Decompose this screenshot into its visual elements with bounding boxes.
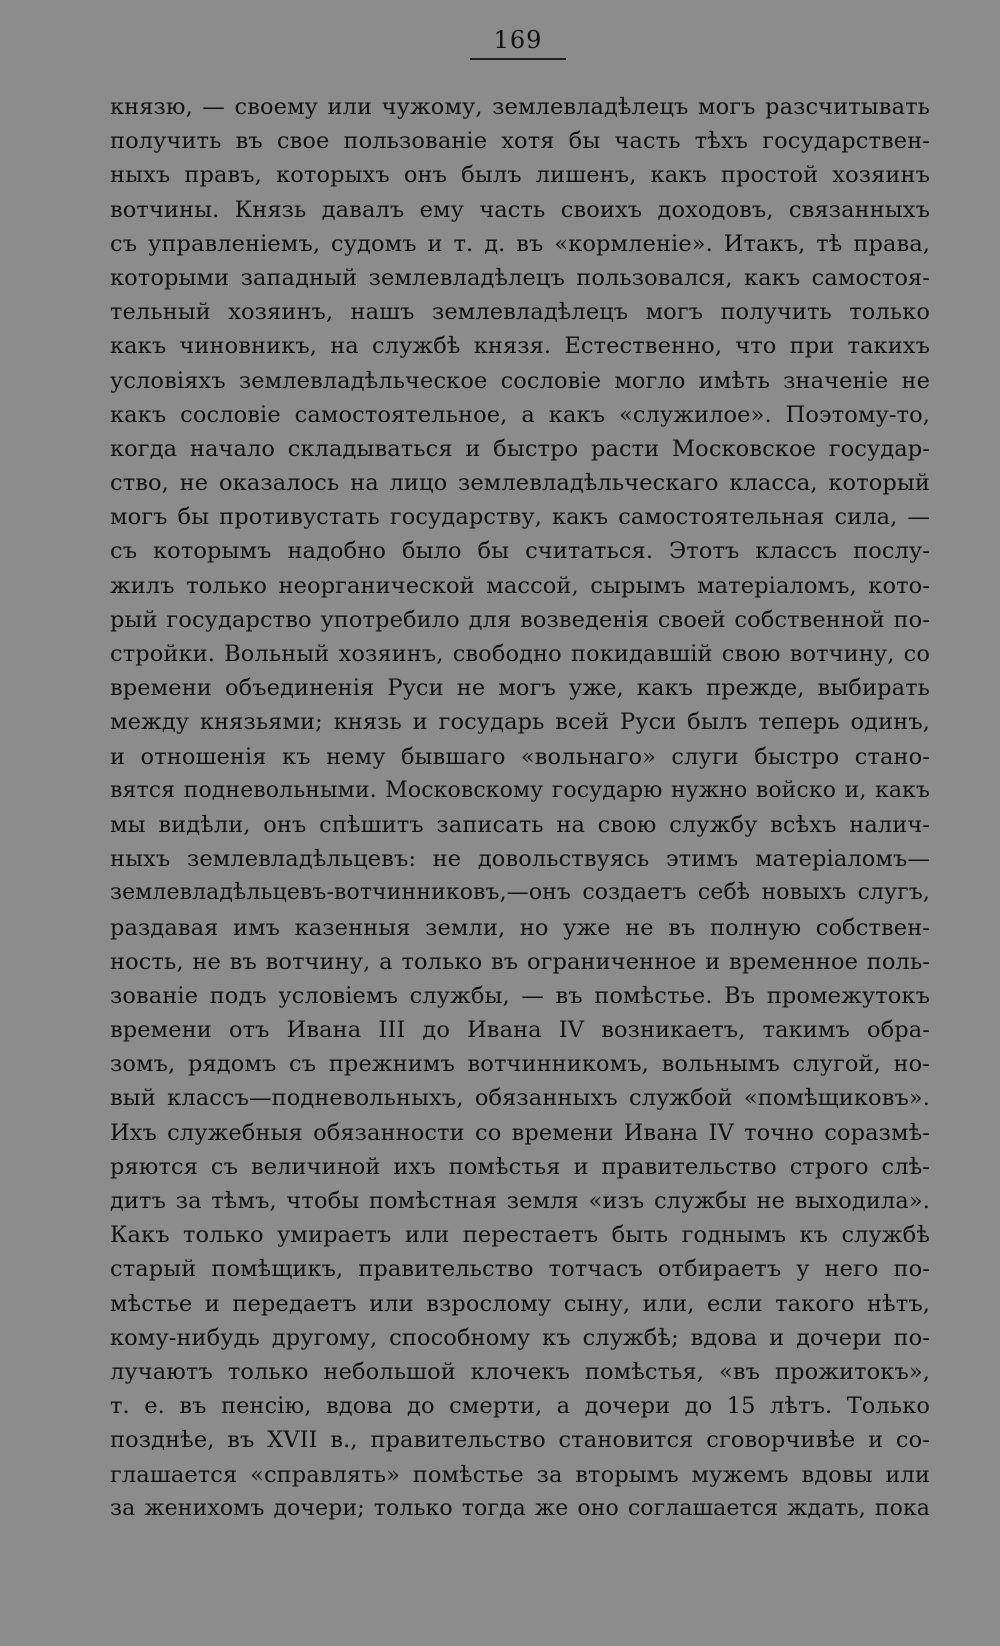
- text-line: мѣстье и передаетъ или взрослому сыну, или, если такого нѣтъ,: [110, 1290, 930, 1317]
- text-line: которыми западный землевладѣлецъ пользовался, какъ самостоя-: [110, 264, 930, 291]
- text-line: ство, не оказалось на лицо землевладѣльческаго класса, который: [110, 470, 930, 497]
- text-line: съ управленіемъ, судомъ и т. д. въ «кормленіе». Итакъ, тѣ права,: [110, 230, 930, 257]
- text-line: ность, не въ вотчину, а только въ ограниченное и временное поль-: [110, 948, 930, 975]
- text-line: получить въ свое пользованіе хотя бы часть тѣхъ государствен-: [110, 128, 930, 155]
- text-line: мы видѣли, онъ спѣшитъ записать на свою службу всѣхъ налич-: [110, 811, 930, 838]
- text-line: раздавая имъ казенныя земли, но уже не въ полную собствен-: [110, 914, 930, 941]
- text-line: Ихъ служебныя обязанности со времени Ивана IV точно соразмѣ-: [110, 1119, 930, 1146]
- text-line: позднѣе, въ XVII в., правительство становится сговорчивѣе и со-: [110, 1427, 930, 1454]
- text-line: съ которымъ надобно было бы считаться. Этотъ классъ послу-: [110, 538, 930, 565]
- text-line: могъ бы противустать государству, какъ самостоятельная сила, —: [110, 504, 930, 531]
- text-line: кому-нибудь другому, способному къ службѣ; вдова и дочери по-: [110, 1324, 930, 1351]
- text-line: лучаютъ только небольшой клочекъ помѣстья, «въ прожитокъ»,: [110, 1358, 930, 1385]
- text-line: ряются съ величиной ихъ помѣстья и правительство строго слѣ-: [110, 1153, 930, 1180]
- text-line: за женихомъ дочери; только тогда же оно соглашается ждать, пока: [110, 1495, 930, 1521]
- text-line: стройки. Вольный хозяинъ, свободно покидавшій свою вотчину, со: [110, 641, 930, 667]
- text-line: когда начало складываться и быстро расти Московское государ-: [110, 435, 930, 462]
- text-line: какъ чиновникъ, на службѣ князя. Естественно, что при такихъ: [110, 333, 930, 360]
- body-text: [110, 90, 930, 1526]
- text-line: вый классъ—подневольныхъ, обязанныхъ службой «помѣщиковъ».: [110, 1085, 930, 1112]
- text-line: между князьями; князь и государь всей Руси былъ теперь одинъ,: [110, 709, 930, 736]
- text-line: и отношенія къ нему бывшаго «вольнаго» слуги быстро стано-: [110, 743, 930, 770]
- text-line: зомъ, рядомъ съ прежнимъ вотчинникомъ, вольнымъ слугой, но-: [110, 1051, 930, 1078]
- text-line: дитъ за тѣмъ, чтобы помѣстная земля «изъ службы не выходила».: [110, 1188, 930, 1214]
- text-line: ныхъ правъ, которыхъ онъ былъ лишенъ, какъ простой хозяинъ: [110, 162, 930, 189]
- text-line: какъ сословіе самостоятельное, а какъ «служилое». Поэтому-то,: [110, 401, 930, 428]
- text-line: князю, — своему или чужому, землевладѣлецъ могъ разсчитывать: [110, 94, 930, 120]
- text-line: вотчины. Князь давалъ ему часть своихъ доходовъ, связанныхъ: [110, 196, 930, 223]
- text-line: тельный хозяинъ, нашъ землевладѣлецъ могъ получить только: [110, 299, 930, 326]
- text-line: времени объединенія Руси не могъ уже, какъ прежде, выбирать: [110, 675, 930, 702]
- text-line: Какъ только умираетъ или перестаетъ быть годнымъ къ службѣ: [110, 1222, 930, 1249]
- text-line: вятся подневольными. Московскому государю нужно войско и, какъ: [110, 777, 930, 803]
- text-line: времени отъ Ивана III до Ивана IV возникаетъ, такимъ обра-: [110, 1017, 930, 1044]
- text-line: зованіе подъ условіемъ службы, — въ помѣстье. Въ промежутокъ: [110, 982, 930, 1009]
- page-number: 169: [493, 26, 543, 54]
- text-line: условіяхъ землевладѣльческое сословіе могло имѣть значеніе не: [110, 367, 930, 394]
- page-number-rule: [470, 58, 566, 60]
- text-line: землевладѣльцевъ-вотчинниковъ,—онъ создаетъ себѣ новыхъ слугъ,: [110, 880, 930, 906]
- text-line: т. е. въ пенсію, вдова до смерти, а дочери до 15 лѣтъ. Только: [110, 1393, 930, 1420]
- text-line: рый государство употребило для возведенія своей собственной по-: [110, 606, 930, 633]
- text-line: старый помѣщикъ, правительство тотчасъ отбираетъ у него по-: [110, 1256, 930, 1283]
- text-line: жилъ только неорганической массой, сырымъ матеріаломъ, кото-: [110, 572, 930, 599]
- text-line: ныхъ землевладѣльцевъ: не довольствуясь этимъ матеріаломъ—: [110, 846, 930, 873]
- text-line: глашается «справлять» помѣстье за вторымъ мужемъ вдовы или: [110, 1461, 930, 1488]
